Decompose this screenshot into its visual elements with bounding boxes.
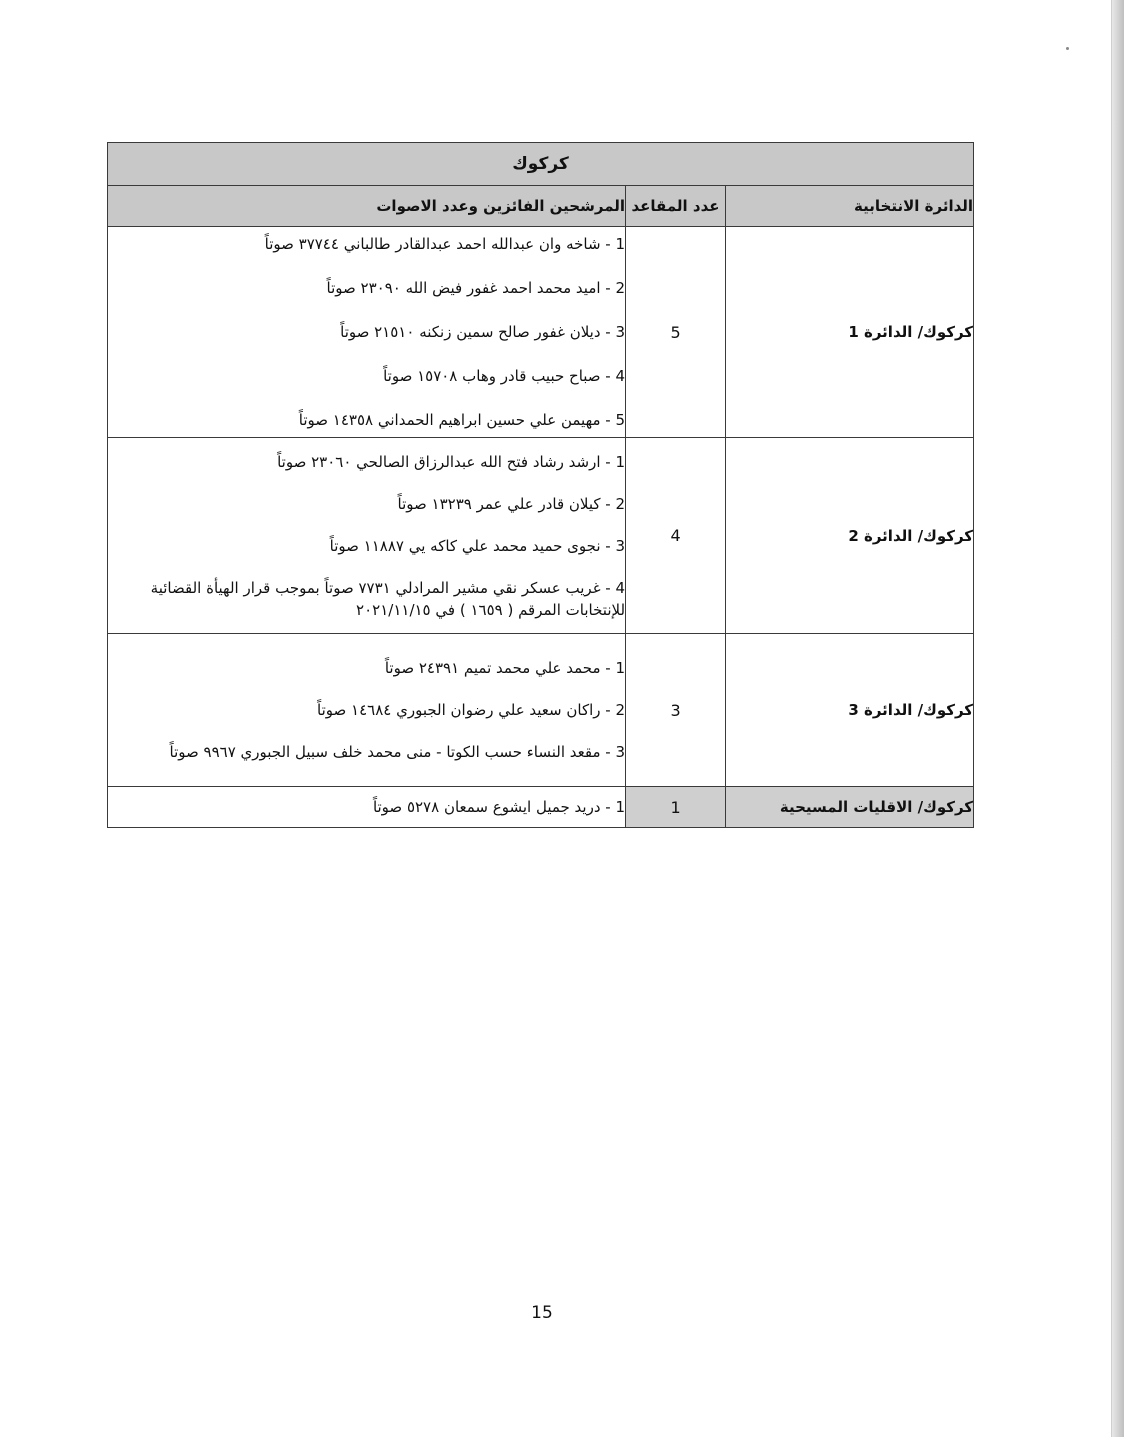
candidate-line: 4 - صباح حبيب قادر وهاب ١٥٧٠٨ صوتاً — [383, 367, 626, 385]
page-number: 15 — [531, 1303, 553, 1323]
candidate-line: 2 - راكان سعيد علي رضوان الجبوري ١٤٦٨٤ صوتاً — [317, 701, 626, 719]
district-cell: كركوك/ الدائرة 1 — [726, 227, 974, 438]
table-title: كركوك — [108, 143, 974, 186]
candidate-line: 2 - كيلان قادر علي عمر ١٣٢٣٩ صوتاً — [397, 494, 626, 513]
header-winners: المرشحين الفائزين وعدد الاصوات — [108, 186, 626, 227]
candidate-line: 3 - ديلان غفور صالح سمين زنكنه ٢١٥١٠ صوتاً — [340, 323, 626, 341]
header-seats: عدد المقاعد — [626, 186, 726, 227]
table-header-row — [108, 186, 974, 227]
table-row — [108, 634, 974, 787]
candidate-line: 1 - ارشد رشاد فتح الله عبدالرزاق الصالحي ٢٣٠٦٠ صوتاً — [277, 452, 626, 471]
candidate-line: 1 - دريد جميل ايشوع سمعان ٥٢٧٨ صوتاً — [372, 798, 626, 816]
seats-cell: 1 — [626, 787, 726, 828]
winners-cell — [108, 227, 626, 438]
scan-edge-shadow — [1112, 0, 1124, 1437]
district-cell: كركوك/ الدائرة 2 — [726, 438, 974, 634]
header-district: الدائرة الانتخابية — [726, 186, 974, 227]
candidate-line: 3 - مقعد النساء حسب الكوتا - منى محمد خلف سبيل الجبوري ٩٩٦٧ صوتاً — [169, 743, 626, 761]
candidate-line: 5 - مهيمن علي حسين ابراهيم الحمداني ١٤٣٥٨ صوتاً — [298, 411, 626, 429]
winners-cell — [108, 438, 626, 634]
winners-cell — [108, 787, 626, 828]
seats-cell: 4 — [626, 438, 726, 634]
candidate-line: 2 - اميد محمد احمد غفور فيض الله ٢٣٠٩٠ صوتاً — [326, 279, 626, 297]
table-row — [108, 438, 974, 634]
candidate-line: 1 - محمد علي محمد تميم ٢٤٣٩١ صوتاً — [384, 659, 626, 677]
table-title-row — [108, 143, 974, 186]
district-cell: كركوك/ الدائرة 3 — [726, 634, 974, 787]
scan-speck — [1066, 47, 1069, 50]
table-row — [108, 787, 974, 828]
seats-cell: 5 — [626, 227, 726, 438]
table-row — [108, 227, 974, 438]
candidate-line: 3 - نجوى حميد محمد علي كاكه يي ١١٨٨٧ صوتاً — [329, 536, 626, 555]
winners-cell — [108, 634, 626, 787]
seats-cell: 3 — [626, 634, 726, 787]
candidate-line: 4 - غريب عسكر نقي مشير المرادلي ٧٧٣١ صوتاً بموجب قرار الهيأة القضائية للإنتخابات المرقم ( ١٦٥٩ ) في ٢٠٢١/١١/١٥ — [150, 578, 626, 619]
results-table — [107, 142, 974, 828]
candidate-line: 1 - شاخه وان عبدالله احمد عبدالقادر طالباني ٣٧٧٤٤ صوتاً — [264, 235, 626, 253]
district-cell: كركوك/ الاقليات المسيحية — [726, 787, 974, 828]
